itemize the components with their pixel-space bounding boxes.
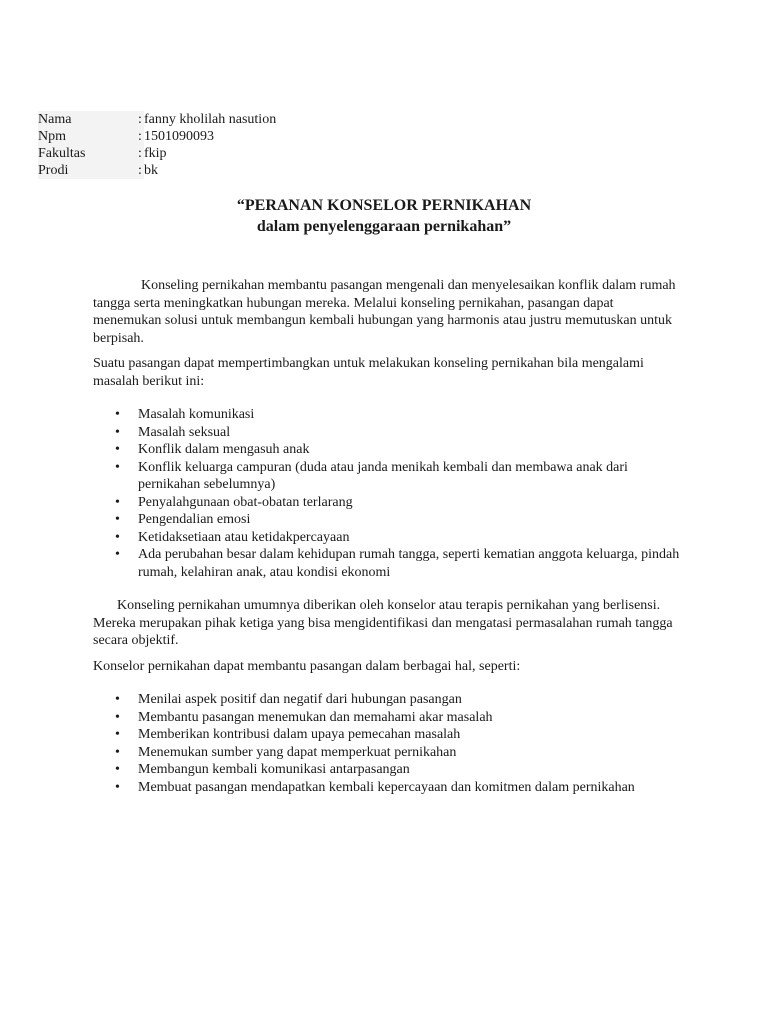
title-line-1: “PERANAN KONSELOR PERNIKAHAN (236, 197, 532, 214)
list-item: • Masalah seksual (115, 424, 231, 440)
bullet-icon: • (115, 407, 120, 422)
bullet-icon: • (115, 779, 120, 795)
identity-row-prodi (38, 162, 298, 179)
problems-list (93, 406, 683, 581)
identity-row-nama (38, 111, 298, 128)
bullet-icon: • (115, 709, 120, 725)
list-item: • Ada perubahan besar dalam kehidupan rumah tangga, seperti kematian anggota keluarga, pindah rumah, kelahiran anak, atau kondisi ekonomi (115, 547, 680, 580)
identity-row-fakultas (38, 145, 298, 162)
identity-row-npm (38, 128, 298, 145)
help-list (93, 691, 683, 796)
identity-value: fkip (144, 145, 298, 162)
list-item: • Konflik keluarga campuran (duda atau janda menikah kembali dan membawa anak dari pernikahan sebelumnya) (115, 459, 628, 492)
paragraph-intro: Konseling pernikahan membantu pasangan mengenali dan menyelesaikan konflik dalam rumah tangga serta meningkatkan hubungan mereka. Melalui konseling pernikahan, pasangan dapat menemukan solusi untuk membangun kembali hubungan yang harmonis atau justru memutuskan untuk berpisah. (93, 278, 676, 346)
identity-key: Npm (38, 129, 66, 144)
document-title (0, 195, 768, 237)
bullet-icon: • (115, 692, 120, 707)
identity-value: bk (144, 162, 298, 179)
title-line-2: dalam penyelenggaraan pernikahan” (256, 218, 512, 235)
bullet-icon: • (115, 744, 120, 760)
bullet-icon: • (115, 762, 120, 777)
bullet-icon: • (115, 442, 120, 457)
list-item: • Membantu pasangan menemukan dan memahami akar masalah (115, 709, 493, 725)
bullet-icon: • (115, 512, 120, 527)
bullet-icon: • (115, 547, 120, 562)
identity-key: Prodi (38, 163, 69, 178)
identity-separator: : (138, 129, 142, 144)
identity-separator: : (138, 112, 142, 127)
paragraph-problems-lead: Suatu pasangan dapat mempertimbangkan untuk melakukan konseling pernikahan bila mengalami masalah berikut ini: (93, 356, 644, 389)
list-item: • Pengendalian emosi (115, 512, 251, 527)
identity-key: Nama (38, 112, 72, 127)
paragraph-help-lead: Konselor pernikahan dapat membantu pasangan dalam berbagai hal, seperti: (93, 658, 521, 674)
identity-block (38, 111, 298, 179)
list-item: • Memberikan kontribusi dalam upaya pemecahan masalah (115, 727, 461, 742)
list-item: • Menilai aspek positif dan negatif dari hubungan pasangan (115, 692, 462, 707)
list-item: • Membangun kembali komunikasi antarpasangan (115, 762, 410, 777)
bullet-icon: • (115, 727, 120, 742)
identity-key: Fakultas (38, 146, 86, 161)
list-item: • Membuat pasangan mendapatkan kembali kepercayaan dan komitmen dalam pernikahan (115, 779, 635, 795)
list-item: • Menemukan sumber yang dapat memperkuat pernikahan (115, 744, 457, 760)
document-body (93, 277, 683, 796)
identity-value: fanny kholilah nasution (144, 111, 298, 128)
paragraph-counselor: Konseling pernikahan umumnya diberikan oleh konselor atau terapis pernikahan yang berlisensi. Mereka merupakan pihak ketiga yang bisa mengidentifikasi dan mengatasi permasalahan rumah tangga secara objektif. (93, 598, 673, 648)
bullet-icon: • (115, 424, 120, 440)
list-item: • Penyalahgunaan obat-obatan terlarang (115, 494, 353, 510)
list-item: • Masalah komunikasi (115, 407, 255, 422)
list-item: • Ketidaksetiaan atau ketidakpercayaan (115, 529, 350, 545)
identity-separator: : (138, 163, 142, 178)
bullet-icon: • (115, 529, 120, 545)
list-item: • Konflik dalam mengasuh anak (115, 442, 310, 457)
identity-value: 1501090093 (144, 128, 298, 145)
bullet-icon: • (115, 459, 120, 475)
identity-separator: : (138, 146, 142, 161)
bullet-icon: • (115, 494, 120, 510)
